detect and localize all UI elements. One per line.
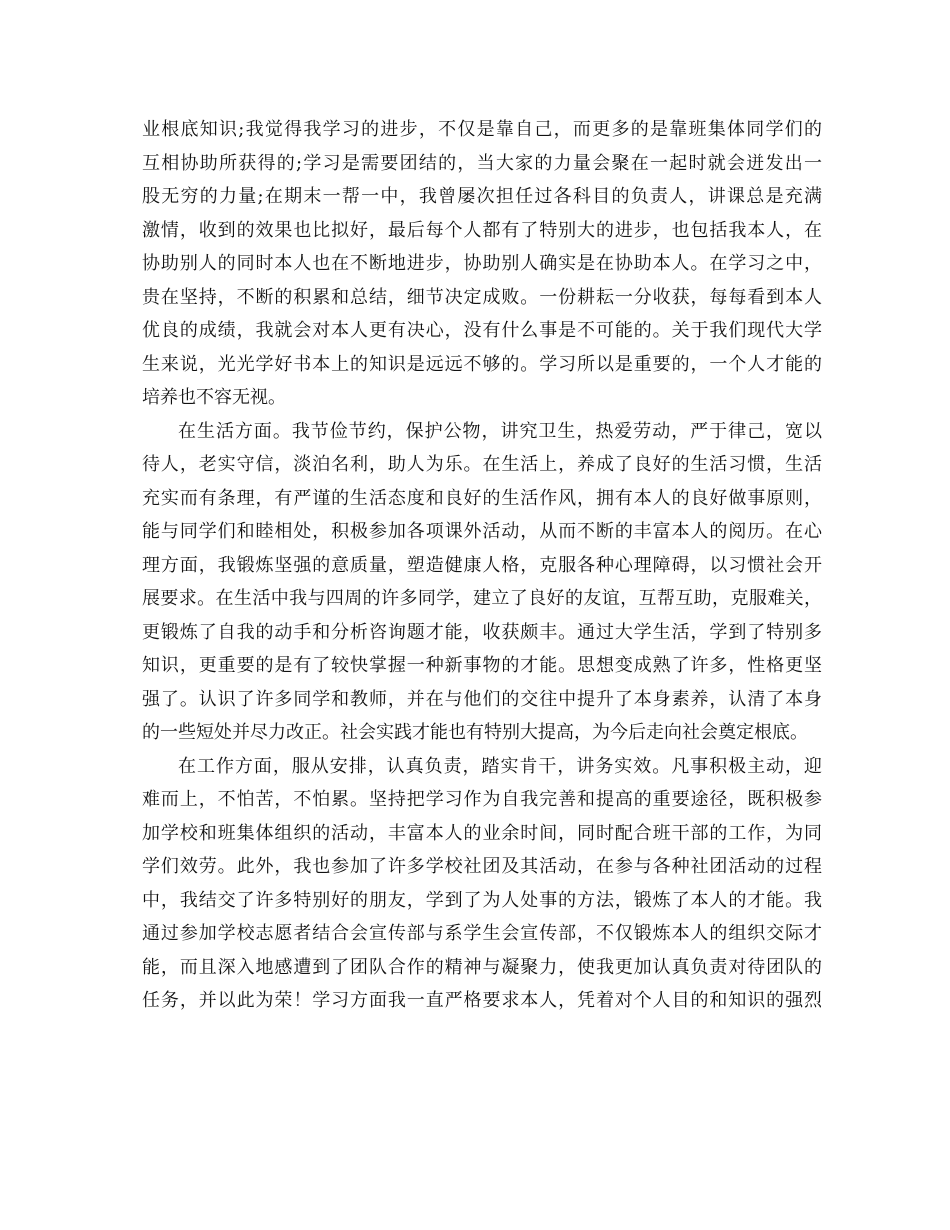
text-line: 互相协助所获得的;学习是需要团结的，当大家的力量会聚在一起时就会迸发出一: [142, 152, 822, 174]
text-line: 加学校和班集体组织的活动，丰富本人的业余时间，同时配合班干部的工作，为同: [142, 822, 822, 844]
paragraph-first-line: 在工作方面，服从安排，认真负责，踏实肯干，讲务实效。凡事积极主动，迎: [178, 755, 822, 777]
text-line: 培养也不容无视。: [142, 387, 286, 408]
text-line: 激情，收到的效果也比拟好，最后每个人都有了特别大的进步，也包括我本人，在: [142, 219, 822, 241]
text-line: 更锻炼了自我的动手和分析咨询题才能，收获颇丰。通过大学生活，学到了特别多: [142, 621, 822, 643]
text-line: 充实而有条理，有严谨的生活态度和良好的生活作风，拥有本人的良好做事原则，: [142, 487, 822, 509]
text-line: 贵在坚持，不断的积累和总结，细节决定成败。一份耕耘一分收获，每每看到本人: [142, 286, 822, 308]
text-line: 待人，老实守信，淡泊名利，助人为乐。在生活上，养成了良好的生活习惯，生活: [142, 454, 822, 475]
text-line: 能，而且深入地感遭到了团队合作的精神与凝聚力，使我更加认真负责对待团队的: [142, 956, 822, 978]
text-line: 理方面，我锻炼坚强的意质量，塑造健康人格，克服各种心理障碍，以习惯社会开: [142, 554, 822, 576]
text-line: 学们效劳。此外，我也参加了许多学校社团及其活动，在参与各种社团活动的过程: [142, 856, 822, 877]
text-line: 中，我结交了许多特别好的朋友，学到了为人处事的方法，锻炼了本人的才能。我: [142, 889, 822, 911]
text-line: 能与同学们和睦相处，积极参加各项课外活动，从而不断的丰富本人的阅历。在心: [142, 521, 822, 542]
text-line: 强了。认识了许多同学和教师，并在与他们的交往中提升了本身素养，认清了本身: [142, 688, 822, 710]
text-line: 展要求。在生活中我与四周的许多同学，建立了良好的友谊，互帮互助，克服难关，: [142, 588, 822, 609]
text-line: 通过参加学校志愿者结合会宣传部与系学生会宣传部，不仅锻炼本人的组织交际才: [142, 923, 822, 944]
text-line: 知识，更重要的是有了较快掌握一种新事物的才能。思想变成熟了许多，性格更坚: [142, 655, 822, 676]
text-line: 股无穷的力量;在期末一帮一中，我曾屡次担任过各科目的负责人，讲课总是充满: [142, 186, 822, 207]
paragraph-first-line: 在生活方面。我节俭节约，保护公物，讲究卫生，热爱劳动，严于律己，宽以: [178, 420, 822, 442]
text-line: 任务，并以此为荣！学习方面我一直严格要求本人，凭着对个人目的和知识的强烈: [142, 990, 822, 1011]
text-line: 的一些短处并尽力改正。社会实践才能也有特别大提高，为今后走向社会奠定根底。: [142, 722, 808, 743]
text-line: 优良的成绩，我就会对本人更有决心，没有什么事是不可能的。关于我们现代大学: [142, 320, 822, 341]
text-line: 难而上，不怕苦，不怕累。坚持把学习作为自我完善和提高的重要途径，既积极参: [142, 789, 822, 810]
text-line: 协助别人的同时本人也在不断地进步，协助别人确实是在协助本人。在学习之中，: [142, 253, 822, 274]
text-line: 生来说，光光学好书本上的知识是远远不够的。学习所以是重要的，一个人才能的: [142, 353, 822, 375]
text-line: 业根底知识;我觉得我学习的进步，不仅是靠自己，而更多的是靠班集体同学们的: [142, 119, 822, 140]
document-body: [142, 113, 822, 1018]
